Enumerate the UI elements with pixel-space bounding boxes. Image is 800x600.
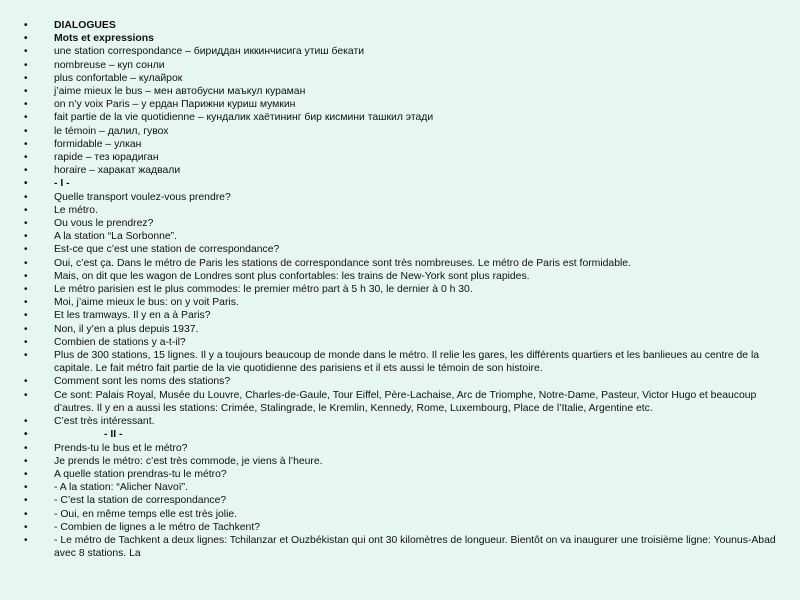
bullet-icon: • [24,46,28,58]
bullet-icon: • [24,231,28,243]
bullet-icon: • [24,297,28,309]
dialogue-line: • - Le métro de Tachkent a deux lignes: Tchilanzar et Ouzbékistan qui ont 30 kilomètres de longueur. Bientôt on va inaugurer une troisième ligne: Younus-Abad avec 8 stations. La [24,534,776,560]
bullet-icon: • [24,495,28,507]
vocabulary-item: • le témoin – далил, гувох [24,125,169,137]
bullet-icon: • [24,244,28,256]
dialogue-line: • Le métro. [24,204,98,216]
vocabulary-item: • une station correspondance – бириддан иккинчисига утиш бекати [24,46,365,58]
bullet-icon: • [24,310,28,322]
dialogue-line: • Moi, j’aime mieux le bus: on y voit Paris. [24,297,239,309]
bullet-icon: • [24,442,28,454]
bullet-icon: • [24,178,28,190]
dialogue-line: • Je prends le métro: c’est très commode, je viens à l’heure. [24,455,323,467]
dialogues-heading: • DIALOGUES [24,20,116,31]
bullet-icon: • [24,86,28,98]
dialogue-line: • Prends-tu le bus et le métro? [24,442,188,454]
bullet-icon: • [24,482,28,494]
vocabulary-item: • plus confortable – кулайрок [24,72,183,84]
dialogue-line: • Oui, c’est ça. Dans le métro de Paris les stations de correspondance sont très nombreuses. Le métro de Paris est formidable. [24,257,631,269]
document-content [24,19,780,560]
bullet-icon: • [24,33,28,45]
dialogue-line: • - Combien de lignes a le métro de Tachkent? [24,521,261,533]
dialogue-line: • Non, il y’en a plus depuis 1937. [24,323,199,335]
vocabulary-item: • horaire – харакат жадвали [24,165,181,177]
dialogue-line: • - Oui, en même temps elle est très jolie. [24,508,238,520]
vocabulary-item: • rapide – тез юрадиган [24,152,159,164]
bullet-icon: • [24,429,28,441]
bullet-icon: • [24,152,28,164]
bullet-icon: • [24,59,28,71]
bullet-icon: • [24,72,28,84]
dialogue-line: • Est-ce que c’est une station de correspondance? [24,244,280,256]
bullet-icon: • [24,468,28,480]
dialogue-line: • Et les tramways. Il y en a à Paris? [24,310,211,322]
bullet-icon: • [24,257,28,269]
bullet-icon: • [24,112,28,124]
dialogue-line: • Comment sont les noms des stations? [24,376,231,388]
bullet-icon: • [24,99,28,111]
bullet-icon: • [24,336,28,348]
vocabulary-item: • on n’y voix Paris – у ердан Парижни куриш мумкин [24,99,296,111]
dialogue-line: • Mais, on dit que les wagon de Londres sont plus confortables: les trains de New-York sont plus rapides. [24,270,530,282]
dialogue-line: • C’est très intéressant. [24,416,155,428]
bullet-icon: • [24,204,28,216]
bullet-icon: • [24,165,28,177]
section-one-heading: • - I - [24,178,70,190]
bullet-icon: • [24,270,28,282]
dialogue-line: • - A la station: “Alicher Navoï”. [24,482,188,494]
bullet-icon: • [24,218,28,230]
dialogue-line: • Quelle transport voulez-vous prendre? [24,191,231,203]
bullet-icon: • [24,20,28,31]
bullet-icon: • [24,521,28,533]
dialogue-line: • A quelle station prendras-tu le métro? [24,468,227,480]
dialogue-line: • Plus de 300 stations, 15 lignes. Il y a toujours beaucoup de monde dans le métro. Il relie les gares, les différents quartiers et les banlieues au centre de la capitale. Le fait métro fait partie de la vie quotidienne des parisiens et il ets aussi le témoin de son histoire. [24,350,760,375]
bullet-icon: • [24,350,28,362]
bullet-icon: • [24,125,28,137]
bullet-icon: • [24,455,28,467]
bullet-icon: • [24,416,28,428]
bullet-icon: • [24,508,28,520]
bullet-icon: • [24,191,28,203]
bullet-icon: • [24,389,28,401]
dialogue-line: • Le métro parisien est le plus commodes: le premier métro part à 5 h 30, le dernier à 0 h 30. [24,284,473,296]
dialogue-line: • A la station “La Sorbonne”. [24,231,178,243]
vocabulary-item: • fait partie de la vie quotidienne – кундалик хаётининг бир кисмини ташкил этади [24,112,434,124]
bullet-icon: • [24,534,28,546]
dialogue-line: • - C’est la station de correspondance? [24,495,227,507]
bullet-icon: • [24,376,28,388]
bullet-icon: • [24,138,28,150]
dialogue-line: • Combien de stations y a-t-il? [24,336,186,348]
dialogue-line: • Ou vous le prendrez? [24,218,154,230]
vocabulary-item: • formidable – улкан [24,138,142,150]
bullet-icon: • [24,284,28,296]
vocabulary-item: • j’aime mieux le bus – мен автобусни маъкул кураман [24,86,306,98]
dialogue-line: • Ce sont: Palais Royal, Musée du Louvre, Charles-de-Gaule, Tour Eiffel, Père-Lachaise, Arc de Triomphe, Notre-Dame, Pasteur, Victor Hugo et beaucoup d’autres. Il y en a aussi les stations: Crimée, Stalingrade, le Kremlin, Kennedy, Rome, Luxembourg, Place de l’Italie, Argentine etc. [24,389,757,414]
vocabulary-item: • nombreuse – куп сонли [24,59,165,71]
expressions-heading: • Mots et expressions [24,33,154,45]
bullet-icon: • [24,323,28,335]
section-two-heading: • - II - [24,429,123,441]
